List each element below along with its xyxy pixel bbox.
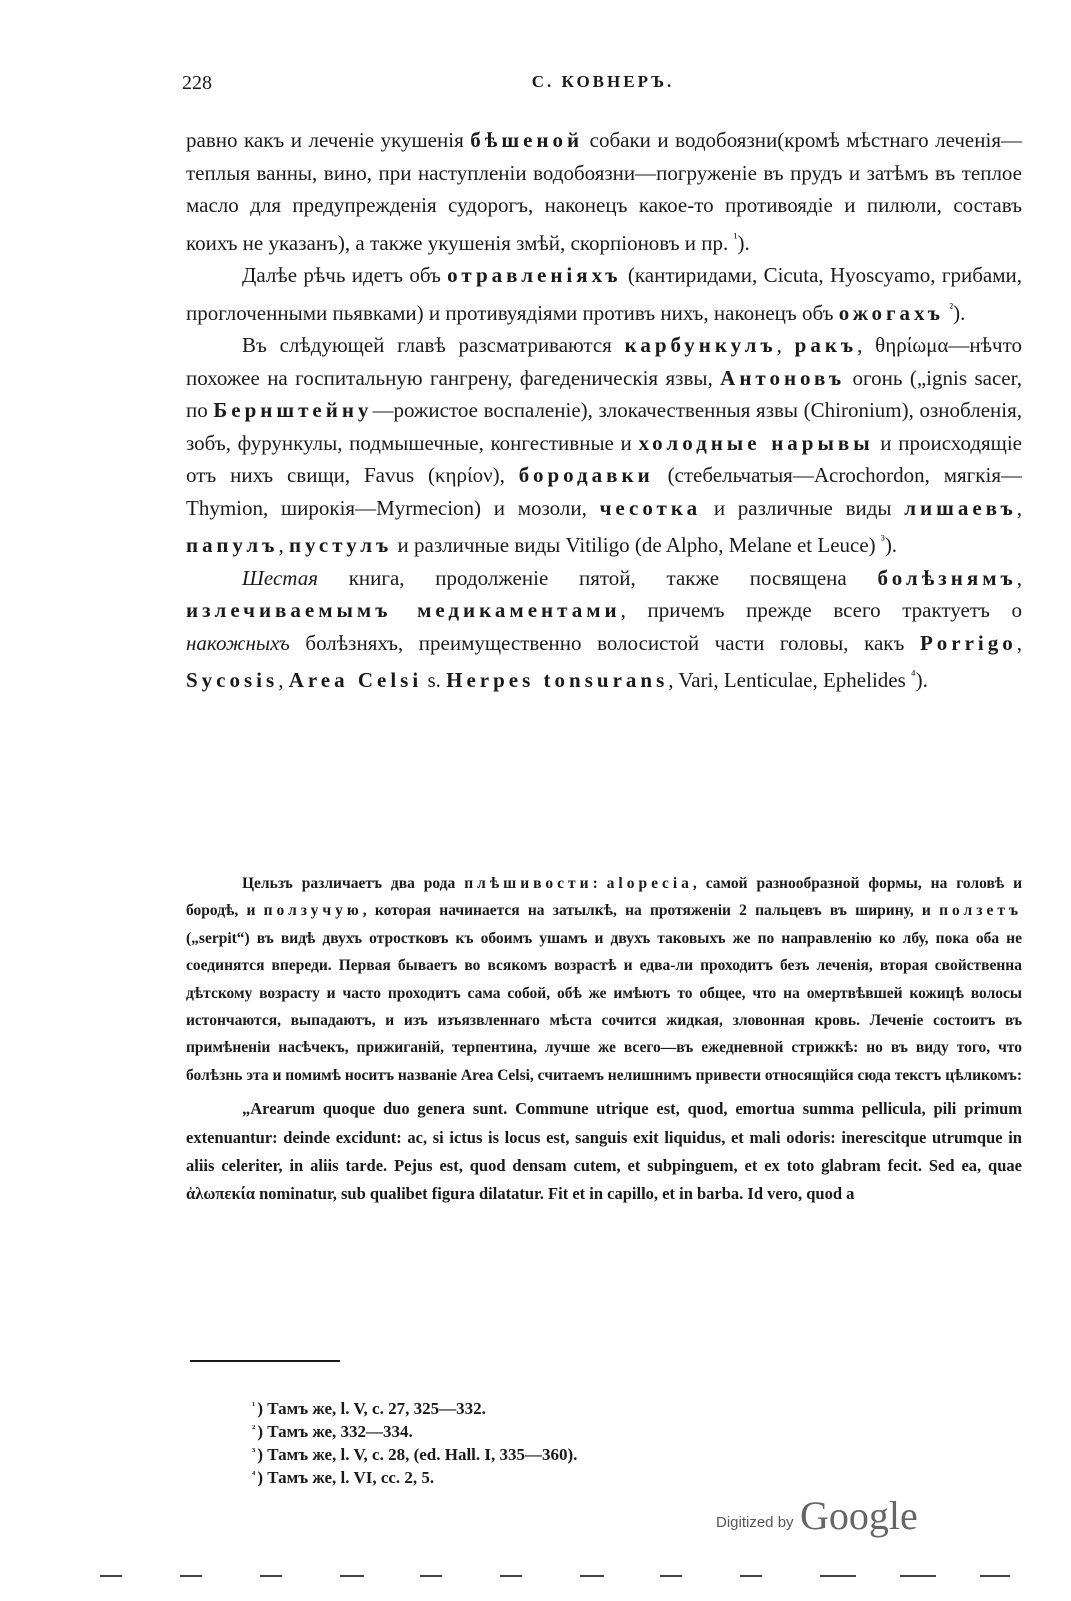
spaced-emphasis: чесотка — [599, 495, 702, 520]
latin-quotation: „Arearum quoque duo genera sunt. Commune utrique est, quod, emortua summa pellicula, pili primum extenuantur: deinde excidunt: ac, si ictus is locus est, sanguis exit liquidus, et mali odoris: inerescitque utrumque in aliis celeriter, in aliis tarde. Pejus est, quod densam cutem, et subpinguem, et ex toto glabram fecit. Sed ea, quae ἀλωπεκία nominatur, sub qualibet figura dilatatur. Fit et in capillo, et in barba. Id vero, quod a — [186, 1099, 1022, 1204]
footnote-mark: ³ — [252, 1446, 256, 1458]
celsus-note-paragraph — [186, 870, 1022, 1089]
scan-mark — [900, 1575, 936, 1577]
spaced-emphasis: Бернштейну — [213, 398, 373, 422]
text-run: , Vari, Lenticulae, Ephelides — [668, 668, 912, 692]
footnote-mark: ¹ — [252, 1400, 256, 1412]
scan-mark — [420, 1575, 442, 1577]
spaced-emphasis: пустулъ — [288, 533, 393, 557]
text-run: собаки и водобоязни(кромѣ мѣстнаго леченія—теплыя ванны, вино, при наступленіи водобоязни—погруженіе въ прудъ и затѣмъ въ теплое масло для предупрежденія судорогъ, наконецъ какое-то противоядіе и пилюли, составъ коихъ не указанъ), а также укушенія змѣй, скорпіоновъ и пр. — [186, 128, 1022, 255]
text-run: , — [278, 668, 289, 692]
google-watermark — [716, 1492, 946, 1542]
text-run: и происходящіе отъ нихъ свищи, Favus (κηρίον), — [186, 430, 1023, 487]
paragraph-4 — [186, 562, 1022, 697]
text-run: , θηρίωμα—нѣчто похожее на госпитальную гангрену, фагеденическія язвы, — [186, 333, 1023, 390]
spaced-emphasis: Herpes tonsurans — [446, 668, 669, 692]
scan-mark — [660, 1575, 682, 1577]
spaced-emphasis: alopecia — [606, 875, 693, 892]
scan-mark — [340, 1575, 364, 1577]
footnote-mark: ⁴ — [252, 1469, 256, 1481]
footnote-2 — [252, 1419, 852, 1442]
text-run: болѣзняхъ, преимущественно волосистой части головы, какъ — [289, 630, 920, 655]
footnote-ref: ² — [949, 299, 954, 315]
spaced-emphasis: ползучую — [263, 902, 363, 920]
text-run: равно какъ и леченіе укушенія — [186, 128, 471, 152]
scan-mark — [740, 1575, 762, 1577]
spaced-emphasis: Porrigo — [919, 630, 1017, 655]
spaced-emphasis: бѣшеной — [470, 128, 584, 152]
paragraph-2 — [186, 259, 1022, 329]
footnote-1 — [252, 1396, 852, 1419]
text-run: огонь („ignis sacer, по — [186, 365, 1022, 422]
scan-mark — [820, 1575, 856, 1577]
text-run: книга, продолженіе пятой, также посвящена — [317, 565, 878, 590]
footnote-text: ) Тамъ же, l. V, c. 27, 325—332. — [257, 1399, 486, 1418]
footnote-text: ) Тамъ же, l. VI, cc. 2, 5. — [257, 1468, 435, 1487]
footnote-4 — [252, 1465, 852, 1488]
text-run: , — [278, 533, 289, 557]
text-run: Далѣе рѣчь идетъ объ — [242, 263, 448, 287]
paragraph-1 — [186, 124, 1022, 259]
italic-emphasis: Шестая — [242, 565, 318, 590]
text-run: (кантиридами, Cicuta, Hyoscyamo, грибами, проглоченными пьявками) и противуядіями противъ нихъ, наконецъ объ — [186, 263, 1022, 325]
text-run: ). — [953, 300, 966, 325]
text-run: : — [592, 875, 607, 892]
spaced-emphasis: Area Celsi — [288, 668, 423, 692]
scan-mark — [500, 1575, 522, 1577]
watermark-prefix: Digitized by — [716, 1514, 794, 1531]
italic-emphasis: накожныхъ — [186, 630, 290, 655]
text-run: , — [1016, 630, 1022, 655]
google-logo: Google — [800, 1493, 918, 1538]
footnote-3 — [252, 1442, 852, 1465]
text-run: , — [1016, 495, 1022, 520]
text-run: Цельзъ различаетъ два рода — [242, 875, 465, 892]
spaced-emphasis: болѣзнямъ — [877, 565, 1017, 590]
text-run: , самой разнообразной формы, на головѣ и бородѣ, и — [186, 875, 1022, 920]
spaced-emphasis: бородавки — [518, 463, 654, 487]
spaced-emphasis: ракъ — [794, 333, 858, 357]
spaced-emphasis: ползетъ — [939, 902, 1022, 920]
text-run: ). — [737, 230, 750, 255]
running-title: С. КОВНЕРЪ. — [531, 72, 675, 91]
text-run: , которая начинается на затылкѣ, на протяженіи 2 пальцевъ въ ширину, и — [362, 902, 940, 920]
spaced-emphasis: папулъ — [186, 533, 279, 557]
scan-mark — [100, 1575, 122, 1577]
scan-edge-marks — [100, 1575, 1020, 1579]
footnote-separator — [190, 1360, 340, 1362]
footnote-text: ) Тамъ же, l. V, c. 28, (ed. Hall. I, 335—360). — [257, 1445, 578, 1464]
text-run: („serpit“) въ видѣ двухъ отростковъ къ обоимъ ушамъ и двухъ таковыхъ же по направленію ко лбу, пока оба не соединятся впереди. Первая бываетъ во всякомъ возрастѣ и едва-ли проходитъ безъ леченія, вторая свойственна дѣтскому возрасту и часто проходитъ сама собой, обѣ же имѣютъ то общее, что на омертвѣвшей кожицѣ волосы истончаются, выпадаютъ, и изъ изъязвленнаго мѣста сочится жидкая, зловонная кровь. Леченіе состоитъ въ примѣненіи насѣчекъ, прижиганій, терпентина, лучше же всего—въ ежедневной стрижкѣ: но въ виду того, что болѣзнь эта и помимѣ носитъ названіе Area Celsi, считаемъ нелишнимъ привести относящійся сюда текстъ цѣликомъ: — [186, 929, 1022, 1084]
footnote-text: ) Тамъ же, 332—334. — [257, 1422, 413, 1441]
page-number: 228 — [182, 72, 212, 94]
spaced-emphasis: излечиваемымъ медикаментами — [186, 598, 621, 622]
text-run: и различные виды — [701, 495, 905, 520]
running-head — [182, 72, 1024, 102]
scan-mark — [260, 1575, 282, 1577]
footnote-mark: ² — [252, 1423, 256, 1435]
footnote-ref: ³ — [880, 532, 885, 547]
spaced-emphasis: отравленіяхъ — [447, 263, 622, 287]
spaced-emphasis: плѣшивости — [464, 875, 593, 892]
text-run: , — [776, 333, 795, 357]
main-text — [186, 124, 1022, 697]
text-run: (стебельчатыя—Acrochordon, мягкія—Thymion, широкія—Myrmecion) и мозоли, — [186, 463, 1022, 520]
footnote-ref: ¹ — [733, 229, 738, 245]
text-run: Въ слѣдующей главѣ разсматриваются — [242, 333, 625, 357]
text-run: ). — [884, 533, 898, 557]
text-run: ). — [915, 668, 928, 692]
text-run: , — [1016, 565, 1022, 590]
scan-mark — [980, 1575, 1010, 1577]
paragraph-3 — [186, 329, 1022, 562]
spaced-emphasis: ожогахъ — [838, 300, 944, 325]
footnotes — [252, 1396, 852, 1488]
spaced-emphasis: холодные нарывы — [638, 430, 874, 455]
text-run: , причемъ прежде всего трактуетъ о — [620, 598, 1022, 622]
scan-mark — [180, 1575, 202, 1577]
spaced-emphasis: Sycosis — [186, 668, 279, 692]
text-run: —рожистое воспаленіе), злокачественныя язвы (Chironium), ознобленія, зобъ, фурункулы, подмышечные, конгестивные и — [186, 398, 1022, 455]
spaced-emphasis: карбункулъ — [624, 333, 777, 357]
spaced-emphasis: Антоновъ — [720, 365, 846, 390]
footnote-ref: ⁴ — [911, 667, 916, 682]
spaced-emphasis: лишаевъ — [904, 495, 1017, 520]
text-run: и различные виды Vitiligo (de Alpho, Melane et Leuce) — [392, 533, 881, 557]
small-print-note — [186, 870, 1022, 1209]
text-run: s. — [422, 668, 447, 692]
scan-mark — [580, 1575, 604, 1577]
